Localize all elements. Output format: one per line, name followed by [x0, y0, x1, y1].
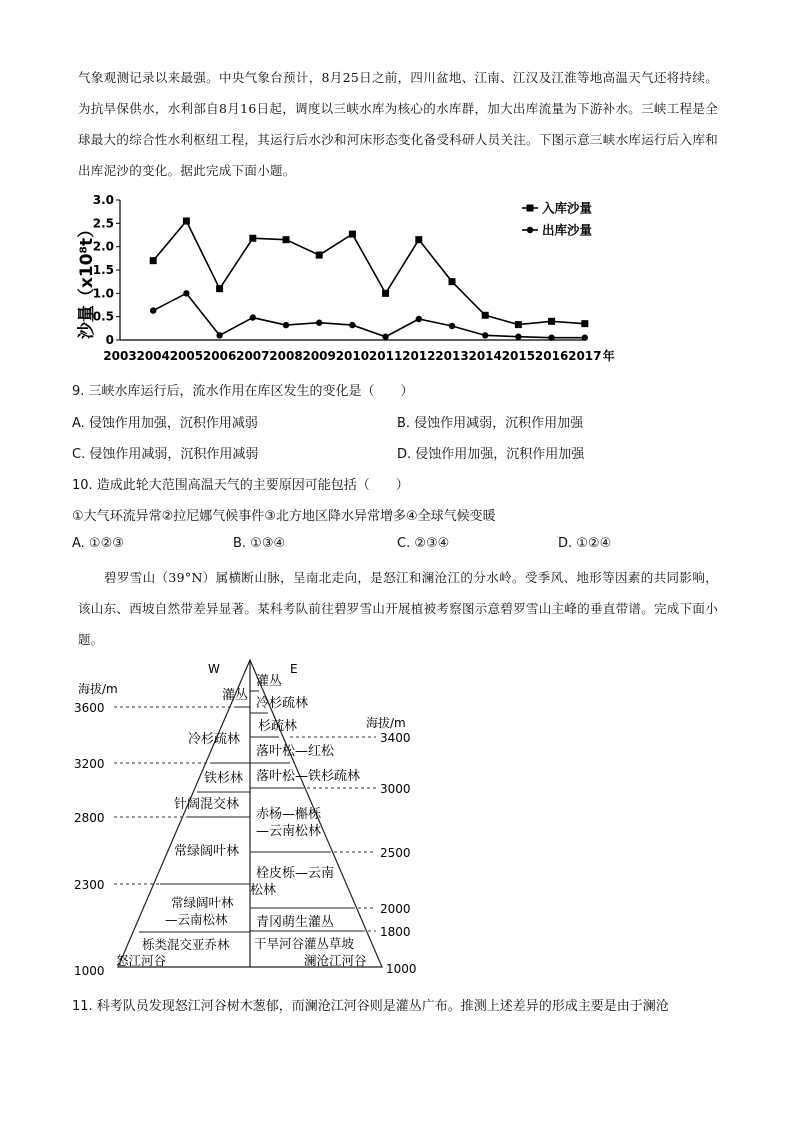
q9-option-c[interactable]: C. 侵蚀作用减弱，沉积作用减弱	[72, 447, 259, 462]
data-point-square	[581, 320, 588, 327]
y-tick-label: 1.0	[92, 286, 114, 301]
east-zone-lancang-valley: 澜沧江河谷	[304, 953, 367, 968]
legend-label: 入库沙量	[542, 200, 593, 216]
data-point-circle	[548, 334, 554, 340]
left-tick: 1000	[74, 964, 105, 978]
y-tick-label: 1.5	[92, 263, 114, 277]
data-point-circle	[482, 332, 488, 338]
data-point-square	[150, 257, 157, 264]
chart-legend	[522, 201, 593, 238]
left-altitude-label: 海拔/m	[78, 682, 118, 696]
y-tick-label: 3.0	[92, 193, 114, 207]
east-zone-dry-valley: 干旱河谷灌丛草坡	[254, 936, 355, 951]
x-tick-label: 2003	[103, 349, 137, 363]
x-tick-label: 2008	[269, 349, 303, 363]
data-point-square	[548, 318, 555, 325]
vertical-zonation-diagram	[70, 655, 430, 985]
x-axis-unit: 年	[602, 349, 615, 363]
west-label: W	[208, 662, 220, 676]
intro-paragraph-1: 气象观测记录以来最强。中央气象台预计，8月25日之前，四川盆地、江南、江汉及江淮等地高温天气还将持续。为抗旱保供水，水利部自8月16日起，调度以三峡水库为核心的水库群，加大出库流量为下游补水。三峡工程是全球最大的综合性水利枢纽工程，其运行后水沙和河床形态变化备受科研人员关注。下图示意三峡水库运行后入库和出库泥沙的变化。据此完成下面小题。	[78, 70, 719, 178]
chart-y-axis-label: 沙量（x10⁸t）	[77, 220, 97, 340]
y-tick-label: 0.5	[92, 309, 114, 324]
y-tick-label: 2.0	[92, 239, 114, 254]
chart-series	[150, 218, 589, 341]
x-tick-label: 2006	[202, 349, 237, 363]
question-9-stem: 9. 三峡水库运行后，流水作用在库区发生的变化是（ ）	[72, 384, 414, 399]
east-zone-larch-hemlock: 落叶松—铁杉疏林	[256, 769, 361, 784]
right-tick: 3400	[380, 731, 411, 745]
east-zone-shrub: 灌丛	[256, 674, 283, 689]
left-tick: 2800	[74, 811, 105, 825]
west-zone-oak-mixed: 栎类混交亚乔林	[142, 937, 230, 952]
data-point-square	[515, 321, 522, 328]
data-point-circle	[515, 334, 521, 340]
west-zone-mixed: 针阔混交林	[174, 797, 240, 812]
data-point-circle	[283, 322, 289, 328]
right-tick: 2500	[380, 846, 411, 860]
x-tick-label: 2015	[501, 349, 536, 363]
data-point-circle	[250, 314, 256, 320]
sediment-line-chart	[70, 190, 630, 370]
east-zone-sparse: 杉疏林	[258, 719, 298, 734]
right-tick: 1800	[380, 925, 411, 939]
west-zone-shrub: 灌丛	[222, 688, 249, 703]
east-zone-cork-oak-pine: 栓皮栎—云南松林	[250, 866, 335, 898]
data-point-circle	[449, 323, 455, 329]
west-zone-fir: 冷杉疏林	[188, 732, 241, 747]
west-zone-hemlock: 铁杉林	[204, 771, 244, 786]
data-point-square	[349, 231, 356, 238]
x-tick-label: 2014	[468, 349, 502, 363]
east-zone-alder-oak-pine: 赤杨—槲栎—云南松林	[256, 807, 322, 839]
x-tick-label: 2007	[236, 349, 270, 363]
x-tick-label: 2005	[169, 349, 204, 363]
east-zone-fir: 冷杉疏林	[256, 696, 309, 711]
question-10-stem: 10. 造成此轮大范围高温天气的主要原因可能包括（ ）	[72, 478, 409, 493]
right-tick: 1000	[386, 962, 417, 976]
question-11-stem: 11. 科考队员发现怒江河谷树木葱郁，而澜沧江河谷则是灌丛广布。推测上述差异的形成主要是由于澜沧	[72, 999, 669, 1014]
y-tick-label: 0	[105, 333, 114, 347]
legend-marker-square	[527, 205, 534, 212]
right-tick: 3000	[380, 782, 411, 796]
west-zone-nujiang-valley: 怒江河谷	[116, 953, 167, 968]
west-zone-evergreen-pine: 常绿阔叶林—云南松林	[165, 895, 234, 927]
x-tick-label: 2009	[302, 349, 336, 363]
x-tick-label: 2012	[402, 349, 436, 363]
left-tick: 3600	[74, 701, 105, 715]
x-tick-label: 2010	[335, 349, 370, 363]
west-zone-evergreen: 常绿阔叶林	[174, 844, 240, 859]
data-point-circle	[582, 334, 588, 340]
east-zone-larch-pine: 落叶松—红松	[256, 744, 335, 759]
intro-paragraph-2: 碧罗雪山（39°N）属横断山脉，呈南北走向，是怒江和澜沧江的分水岭。受季风、地形等因素的共同影响，该山东、西坡自然带差异显著。某科考队前往碧罗雪山开展植被考察图示意碧罗雪山主峰的垂直带谱。完成下面小题。	[78, 570, 719, 647]
y-tick-label: 2.5	[92, 216, 114, 231]
question-10-items: ①大气环流异常②拉尼娜气候事件③北方地区降水异常增多④全球气候变暖	[72, 509, 496, 524]
q9-option-b[interactable]: B. 侵蚀作用减弱，沉积作用加强	[397, 416, 584, 431]
data-point-square	[249, 235, 256, 242]
q10-option-c[interactable]: C. ②③④	[397, 536, 450, 551]
data-point-circle	[183, 290, 189, 296]
legend-label: 出库沙量	[542, 222, 593, 238]
q10-option-b[interactable]: B. ①③④	[233, 536, 286, 551]
x-tick-label: 2011	[368, 349, 403, 363]
data-point-circle	[216, 332, 222, 338]
data-point-circle	[382, 334, 388, 340]
right-tick: 2000	[380, 902, 411, 916]
legend-marker-circle	[527, 227, 533, 233]
data-point-square	[482, 312, 489, 319]
q9-option-a[interactable]: A. 侵蚀作用加强，沉积作用减弱	[72, 416, 258, 431]
east-label: E	[290, 662, 298, 676]
data-point-circle	[316, 320, 322, 326]
x-tick-label: 2017	[568, 349, 602, 363]
data-point-square	[382, 290, 389, 297]
data-point-square	[216, 285, 223, 292]
east-zone-cyclobalanopsis: 青冈萌生灌丛	[256, 915, 335, 930]
data-point-square	[316, 252, 323, 259]
data-point-square	[449, 278, 456, 285]
series-line-2	[153, 293, 585, 337]
x-tick-label: 2016	[534, 349, 569, 363]
right-altitude-label: 海拔/m	[366, 716, 406, 730]
left-tick: 3200	[74, 757, 105, 771]
data-point-circle	[416, 316, 422, 322]
data-point-square	[283, 236, 290, 243]
q10-option-a[interactable]: A. ①②③	[72, 536, 124, 551]
series-line-1	[153, 221, 585, 325]
left-tick: 2300	[74, 878, 105, 892]
x-tick-label: 2013	[435, 349, 469, 363]
data-point-square	[415, 236, 422, 243]
data-point-circle	[150, 307, 156, 313]
q9-option-d[interactable]: D. 侵蚀作用加强，沉积作用加强	[397, 447, 585, 462]
data-point-circle	[349, 322, 355, 328]
q10-option-d[interactable]: D. ①②④	[558, 536, 612, 551]
data-point-square	[183, 218, 190, 225]
x-tick-label: 2004	[136, 349, 170, 363]
